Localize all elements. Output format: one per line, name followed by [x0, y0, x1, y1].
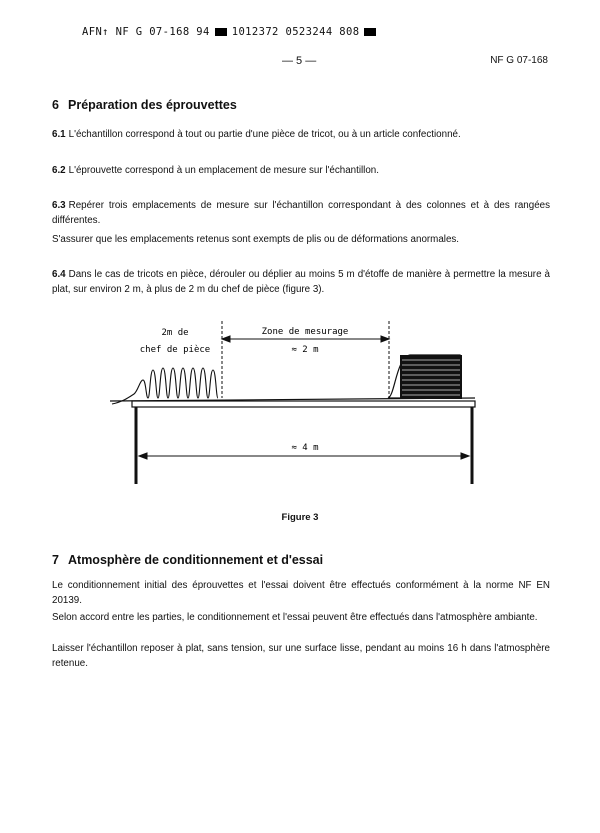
label-total-length: ≈ 4 m — [291, 443, 319, 453]
stamp-block-mark — [364, 28, 376, 36]
stamp-block-mark — [215, 28, 227, 36]
fabric-roll — [388, 355, 462, 399]
paragraph-text: Repérer trois emplacements de mesure sur l'échantillon correspondant à des colonnes et à des rangées différentes. — [52, 200, 550, 226]
subsection-number: 6.3 — [52, 200, 66, 211]
section-title: Préparation des éprouvettes — [68, 98, 237, 112]
paragraph-text: Dans le cas de tricots en pièce, dérouler ou déplier au moins 5 m d'étoffe de manière à permettre la mesure à plat, sur environ 2 m, à plus de 2 m du chef de pièce (figure 3). — [52, 269, 550, 295]
section-number: 6 — [52, 98, 59, 112]
section-6-heading — [52, 98, 237, 112]
subsection-number: 6.1 — [52, 129, 66, 140]
label-zone: Zone de mesurage — [261, 327, 349, 337]
stamp-prefix: AFN↑ NF G 07-168 94 — [82, 26, 210, 38]
section-title: Atmosphère de conditionnement et d'essai — [68, 553, 324, 567]
paragraph-text: L'échantillon correspond à tout ou partie d'une pièce de tricot, ou à un article confectionné. — [68, 129, 461, 140]
subsection-number: 6.2 — [52, 165, 66, 176]
figure-caption: Figure 3 — [281, 512, 319, 523]
total-length-dimension — [139, 453, 469, 459]
document-stamp — [82, 26, 381, 38]
paragraph-6-2 — [52, 163, 552, 178]
label-chef-line2: chef de pièce — [139, 345, 211, 355]
section-number: 7 — [52, 553, 59, 567]
paragraph-6-3-continued: S'assurer que les emplacements retenus sont exempts de plis ou de déformations anormales. — [52, 234, 460, 245]
paragraph-7-3: Laisser l'échantillon reposer à plat, sans tension, sur une surface lisse, pendant au moins 16 h dans l'atmosphère retenue. — [52, 643, 550, 669]
folded-fabric — [112, 368, 218, 404]
paragraph-6-4 — [52, 267, 550, 297]
section-7-heading — [52, 553, 323, 567]
paragraph-6-1 — [52, 127, 552, 142]
figure-3-diagram — [0, 318, 600, 498]
table-top — [132, 401, 475, 407]
paragraph-6-3 — [52, 198, 550, 228]
page-number: — 5 — — [282, 55, 317, 67]
paragraph-7-1: Le conditionnement initial des éprouvettes et l'essai doivent être effectués conformément à la norme NF EN 20139. — [52, 580, 550, 606]
paragraph-7-2: Selon accord entre les parties, le conditionnement et l'essai peuvent être effectués dans l'atmosphère ambiante. — [52, 612, 538, 623]
standard-reference: NF G 07-168 — [490, 55, 548, 66]
measuring-table — [110, 398, 475, 484]
subsection-number: 6.4 — [52, 269, 66, 280]
paragraph-text: L'éprouvette correspond à un emplacement de mesure sur l'échantillon. — [68, 165, 379, 176]
stamp-code: 1012372 0523244 808 — [231, 26, 360, 38]
label-zone-length: ≈ 2 m — [291, 345, 319, 355]
label-chef-line1: 2m de — [161, 328, 189, 338]
